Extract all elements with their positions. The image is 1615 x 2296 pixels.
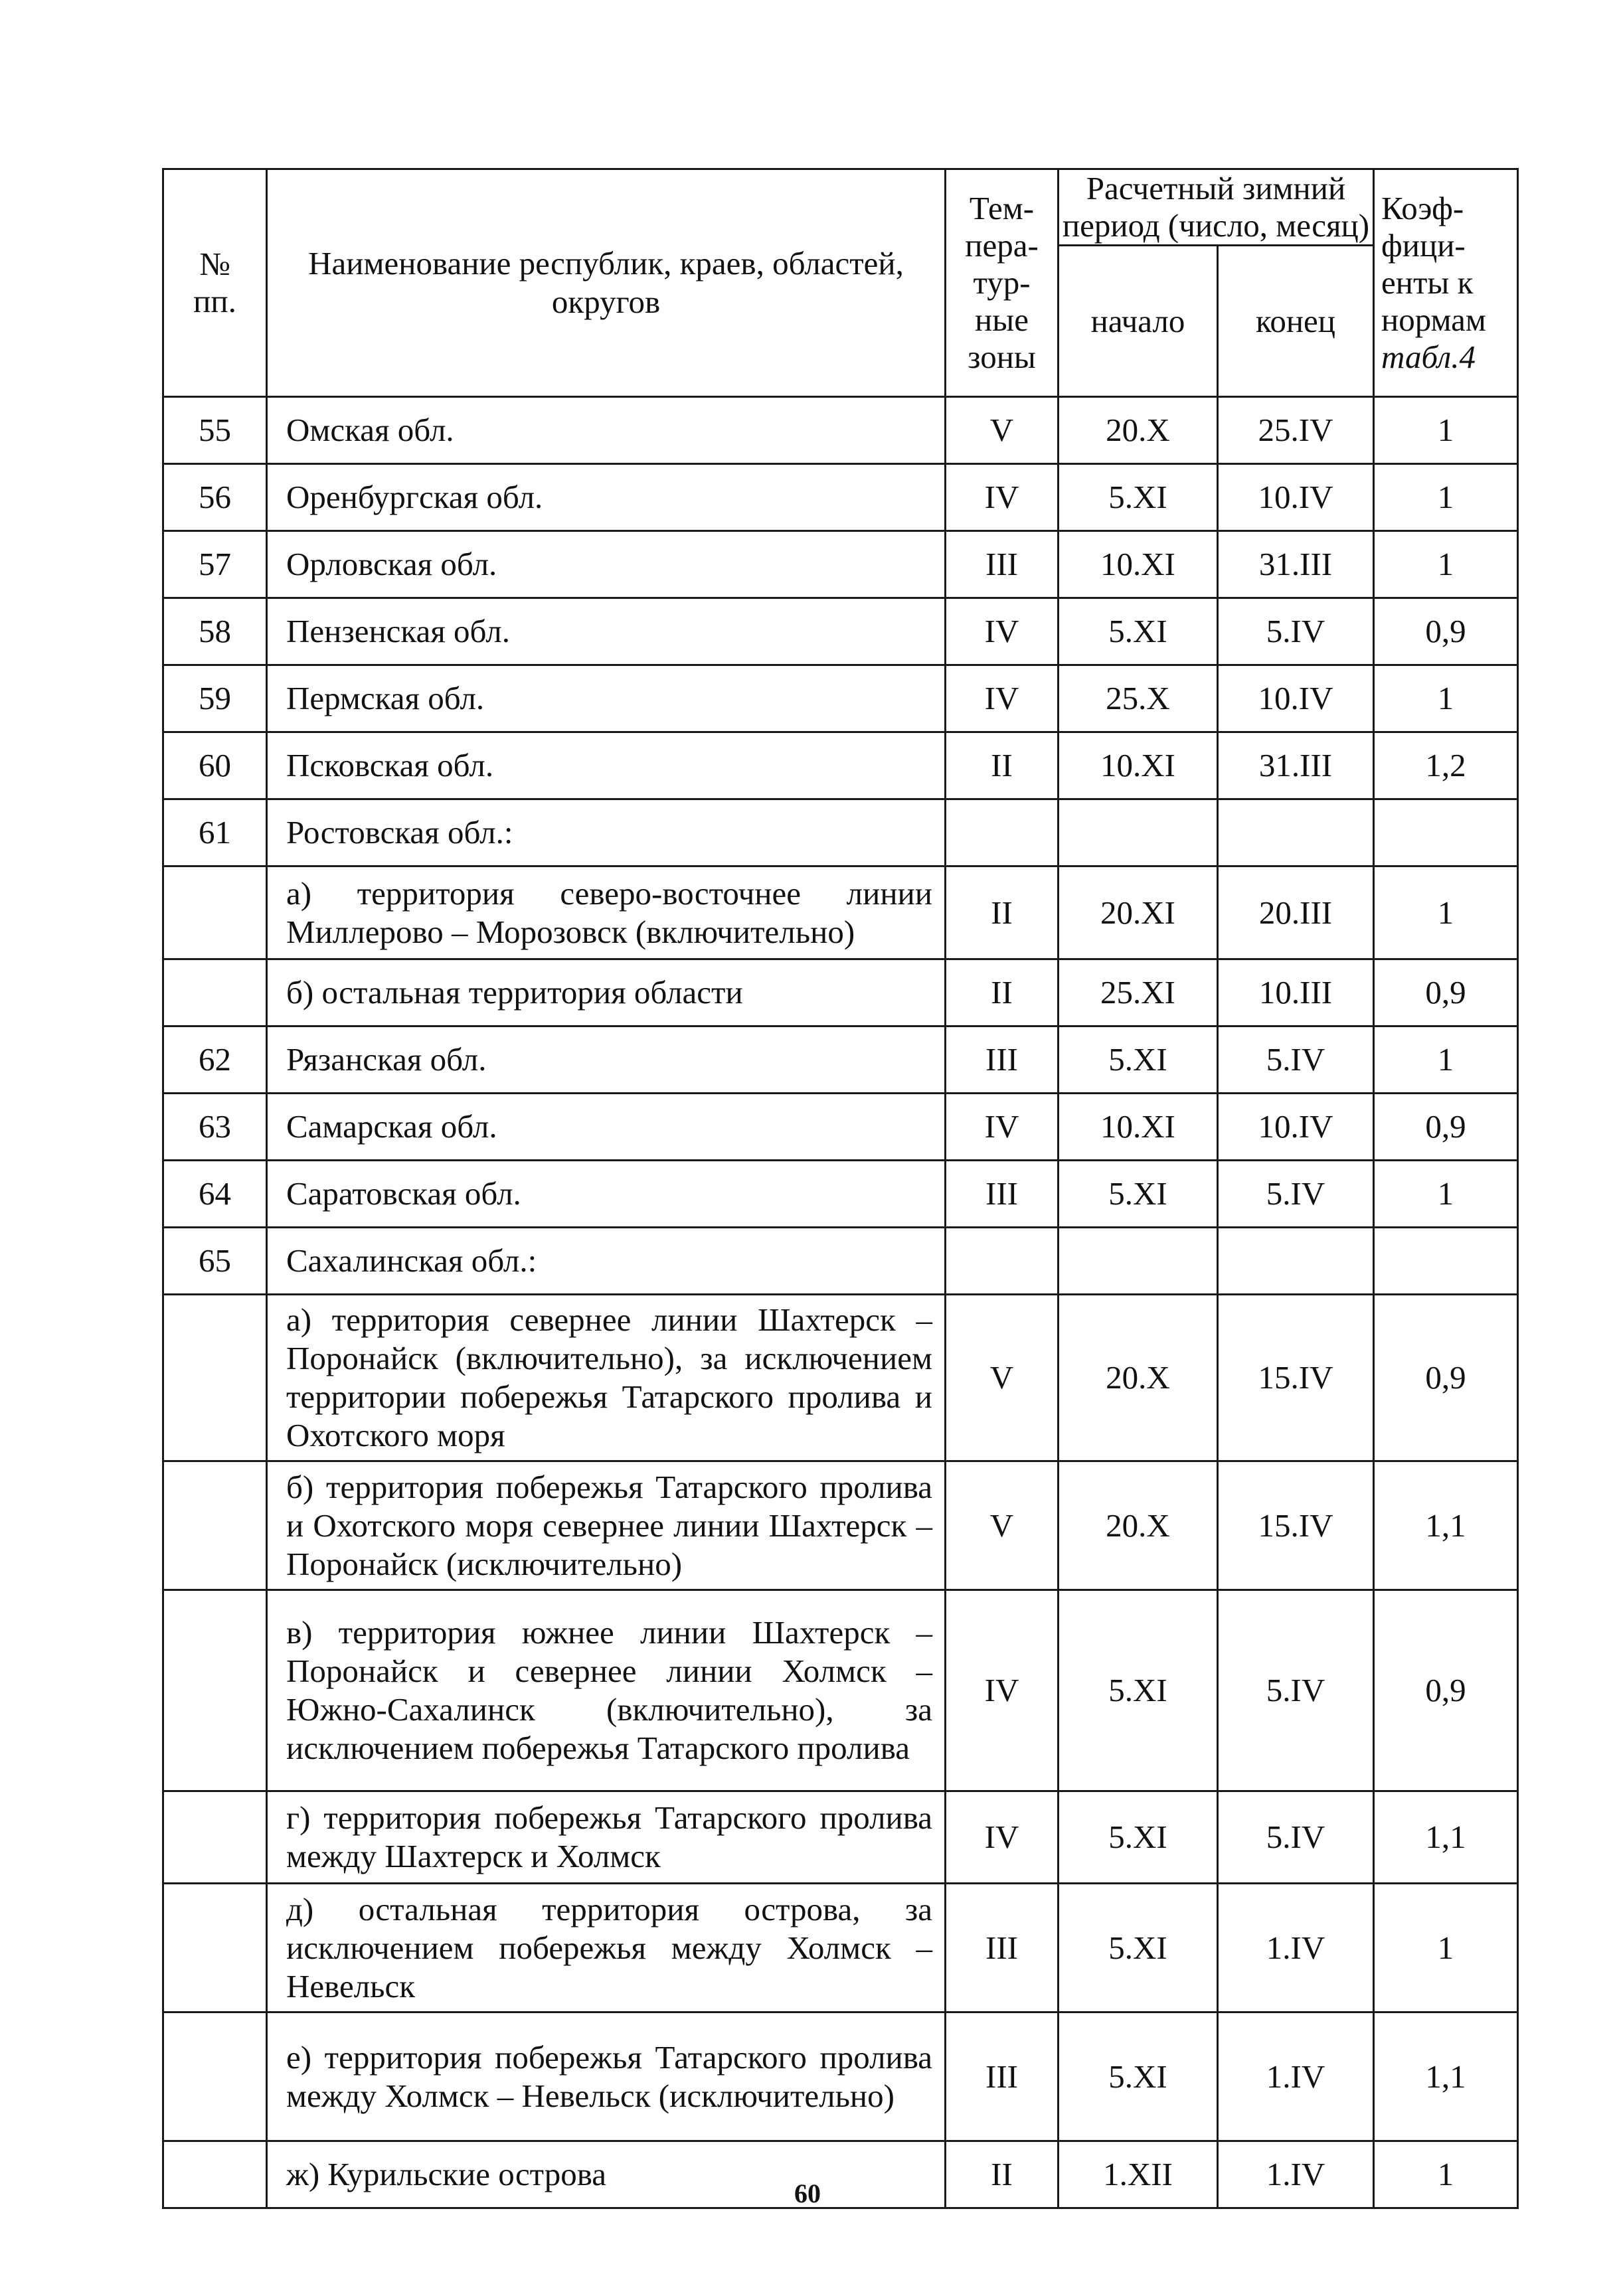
row-name: Пензенская обл. (267, 598, 946, 665)
row-start: 5.XI (1059, 1791, 1218, 1884)
table-body (163, 397, 1518, 2208)
row-name: Орловская обл. (267, 531, 946, 598)
row-coef: 0,9 (1374, 1590, 1518, 1791)
header-coef-line: фици- (1381, 227, 1466, 264)
row-zone: III (946, 1884, 1059, 2012)
header-zone-line: Тем- (969, 190, 1035, 226)
row-start: 5.XI (1059, 1026, 1218, 1094)
row-zone: IV (946, 665, 1059, 732)
header-zone-line: пера- (965, 227, 1039, 264)
row-zone: IV (946, 1094, 1059, 1161)
row-name: Рязанская обл. (267, 1026, 946, 1094)
row-zone: V (946, 397, 1059, 464)
row-num: 63 (163, 1094, 267, 1161)
row-num: 59 (163, 665, 267, 732)
row-num (163, 1884, 267, 2012)
row-start: 5.XI (1059, 1590, 1218, 1791)
row-start: 20.XI (1059, 866, 1218, 959)
row-start: 5.XI (1059, 1161, 1218, 1228)
header-end: конец (1218, 246, 1374, 397)
row-name: Саратовская обл. (267, 1161, 946, 1228)
row-end: 5.IV (1218, 1161, 1374, 1228)
row-start: 20.X (1059, 397, 1218, 464)
table-row (163, 1094, 1518, 1161)
row-name: Псковская обл. (267, 732, 946, 799)
row-end: 31.III (1218, 531, 1374, 598)
row-name: Ростовская обл.: (267, 799, 946, 866)
row-num: 58 (163, 598, 267, 665)
table-row (163, 665, 1518, 732)
header-zone-line: ные (975, 301, 1029, 338)
table-row (163, 1590, 1518, 1791)
row-coef: 1 (1374, 1026, 1518, 1094)
row-zone: II (946, 866, 1059, 959)
row-end: 5.IV (1218, 1026, 1374, 1094)
header-coef-line: Коэф- (1381, 190, 1464, 226)
row-start (1059, 1228, 1218, 1295)
header-num-abbrev: пп. (193, 283, 236, 319)
row-coef: 1 (1374, 464, 1518, 531)
row-start: 5.XI (1059, 1884, 1218, 2012)
header-coef-line: нормам (1381, 301, 1486, 338)
header-start: начало (1059, 246, 1218, 397)
row-num: 62 (163, 1026, 267, 1094)
row-zone: IV (946, 598, 1059, 665)
row-coef: 1 (1374, 1884, 1518, 2012)
row-num (163, 959, 267, 1026)
page-number: 60 (794, 2178, 821, 2208)
row-name: Омская обл. (267, 397, 946, 464)
row-coef: 1 (1374, 1161, 1518, 1228)
table-row (163, 959, 1518, 1026)
row-end: 10.IV (1218, 1094, 1374, 1161)
row-name: ж) Курильские острова (267, 2141, 946, 2208)
table-row (163, 464, 1518, 531)
row-end (1218, 1228, 1374, 1295)
row-end: 1.IV (1218, 2141, 1374, 2208)
row-coef: 1 (1374, 665, 1518, 732)
table-row (163, 1026, 1518, 1094)
row-end: 5.IV (1218, 1590, 1374, 1791)
header-period: Расчетный зимний период (число, месяц) (1059, 169, 1374, 246)
row-end: 15.IV (1218, 1461, 1374, 1590)
header-coef-line: енты к (1381, 264, 1474, 301)
row-num (163, 2012, 267, 2141)
row-name: Сахалинская обл.: (267, 1228, 946, 1295)
row-name: д) остальная территория острова, за исключением побережья между Холмск – Невельск (267, 1884, 946, 2012)
row-zone (946, 799, 1059, 866)
table-row (163, 531, 1518, 598)
row-zone: II (946, 2141, 1059, 2208)
row-name: б) остальная территория области (267, 959, 946, 1026)
row-name: е) территория побережья Татарского пролива между Холмск – Невельск (исключительно) (267, 2012, 946, 2141)
row-num (163, 1295, 267, 1461)
header-row-1 (163, 169, 1518, 246)
row-zone: III (946, 531, 1059, 598)
row-num (163, 2141, 267, 2208)
row-zone: V (946, 1295, 1059, 1461)
row-end: 15.IV (1218, 1295, 1374, 1461)
row-zone (946, 1228, 1059, 1295)
table-row (163, 1884, 1518, 2012)
row-num: 56 (163, 464, 267, 531)
table-row (163, 1295, 1518, 1461)
climate-zones-table (162, 168, 1519, 2209)
header-coef-ref: табл.4 (1381, 339, 1476, 375)
row-name: г) территория побережья Татарского пролива между Шахтерск и Холмск (267, 1791, 946, 1884)
table-row (163, 866, 1518, 959)
header-zone (946, 169, 1059, 397)
row-zone: V (946, 1461, 1059, 1590)
row-end: 5.IV (1218, 1791, 1374, 1884)
row-coef (1374, 1228, 1518, 1295)
row-zone: IV (946, 1791, 1059, 1884)
row-num: 64 (163, 1161, 267, 1228)
table-row (163, 1228, 1518, 1295)
row-num: 60 (163, 732, 267, 799)
table-row (163, 799, 1518, 866)
row-coef: 1 (1374, 866, 1518, 959)
row-end: 31.III (1218, 732, 1374, 799)
row-coef: 1,1 (1374, 1461, 1518, 1590)
row-num (163, 1461, 267, 1590)
row-coef: 1 (1374, 397, 1518, 464)
row-start: 25.X (1059, 665, 1218, 732)
table-row (163, 1791, 1518, 1884)
table-row (163, 1461, 1518, 1590)
row-end: 5.IV (1218, 598, 1374, 665)
table-row (163, 2012, 1518, 2141)
row-name: Пермская обл. (267, 665, 946, 732)
table-row (163, 397, 1518, 464)
row-zone: III (946, 2012, 1059, 2141)
row-coef: 0,9 (1374, 1094, 1518, 1161)
row-start (1059, 799, 1218, 866)
row-start: 25.XI (1059, 959, 1218, 1026)
row-num (163, 1590, 267, 1791)
row-coef: 0,9 (1374, 598, 1518, 665)
row-end: 1.IV (1218, 2012, 1374, 2141)
row-start: 10.XI (1059, 732, 1218, 799)
table-row (163, 732, 1518, 799)
row-end: 20.III (1218, 866, 1374, 959)
row-name: в) территория южнее линии Шахтерск – Поронайск и севернее линии Холмск – Южно-Сахалинск (включительно), за исключением побережья Татарского пролива (267, 1590, 946, 1791)
row-num: 57 (163, 531, 267, 598)
header-coef (1374, 169, 1518, 397)
row-num: 55 (163, 397, 267, 464)
row-coef: 1,1 (1374, 2012, 1518, 2141)
row-end: 1.IV (1218, 1884, 1374, 2012)
row-end: 10.III (1218, 959, 1374, 1026)
row-zone: II (946, 732, 1059, 799)
row-start: 5.XI (1059, 598, 1218, 665)
row-coef (1374, 799, 1518, 866)
header-zone-line: зоны (968, 339, 1036, 375)
row-name: б) территория побережья Татарского пролива и Охотского моря севернее линии Шахтерск – Поронайск (исключительно) (267, 1461, 946, 1590)
row-start: 10.XI (1059, 531, 1218, 598)
row-zone: II (946, 959, 1059, 1026)
row-num: 65 (163, 1228, 267, 1295)
row-name: Оренбургская обл. (267, 464, 946, 531)
row-coef: 0,9 (1374, 1295, 1518, 1461)
row-name: а) территория северо-восточнее линии Миллерово – Морозовск (включительно) (267, 866, 946, 959)
row-coef: 1,1 (1374, 1791, 1518, 1884)
row-start: 5.XI (1059, 464, 1218, 531)
header-zone-line: тур- (973, 264, 1031, 301)
row-zone: III (946, 1026, 1059, 1094)
row-zone: IV (946, 1590, 1059, 1791)
row-zone: III (946, 1161, 1059, 1228)
row-end: 10.IV (1218, 665, 1374, 732)
row-start: 1.XII (1059, 2141, 1218, 2208)
row-name: а) территория севернее линии Шахтерск – Поронайск (включительно), за исключением территории побережья Татарского пролива и Охотского моря (267, 1295, 946, 1461)
row-num (163, 1791, 267, 1884)
row-start: 5.XI (1059, 2012, 1218, 2141)
row-start: 10.XI (1059, 1094, 1218, 1161)
row-name: Самарская обл. (267, 1094, 946, 1161)
header-num (163, 169, 267, 397)
row-coef: 0,9 (1374, 959, 1518, 1026)
row-end: 10.IV (1218, 464, 1374, 531)
row-start: 20.X (1059, 1295, 1218, 1461)
row-num: 61 (163, 799, 267, 866)
row-coef: 1,2 (1374, 732, 1518, 799)
row-zone: IV (946, 464, 1059, 531)
row-coef: 1 (1374, 531, 1518, 598)
row-coef: 1 (1374, 2141, 1518, 2208)
table-row (163, 598, 1518, 665)
table-row (163, 1161, 1518, 1228)
header-name: Наименование республик, краев, областей, округов (267, 169, 946, 397)
row-num (163, 866, 267, 959)
row-end (1218, 799, 1374, 866)
row-end: 25.IV (1218, 397, 1374, 464)
header-num-symbol: № (199, 246, 230, 282)
row-start: 20.X (1059, 1461, 1218, 1590)
